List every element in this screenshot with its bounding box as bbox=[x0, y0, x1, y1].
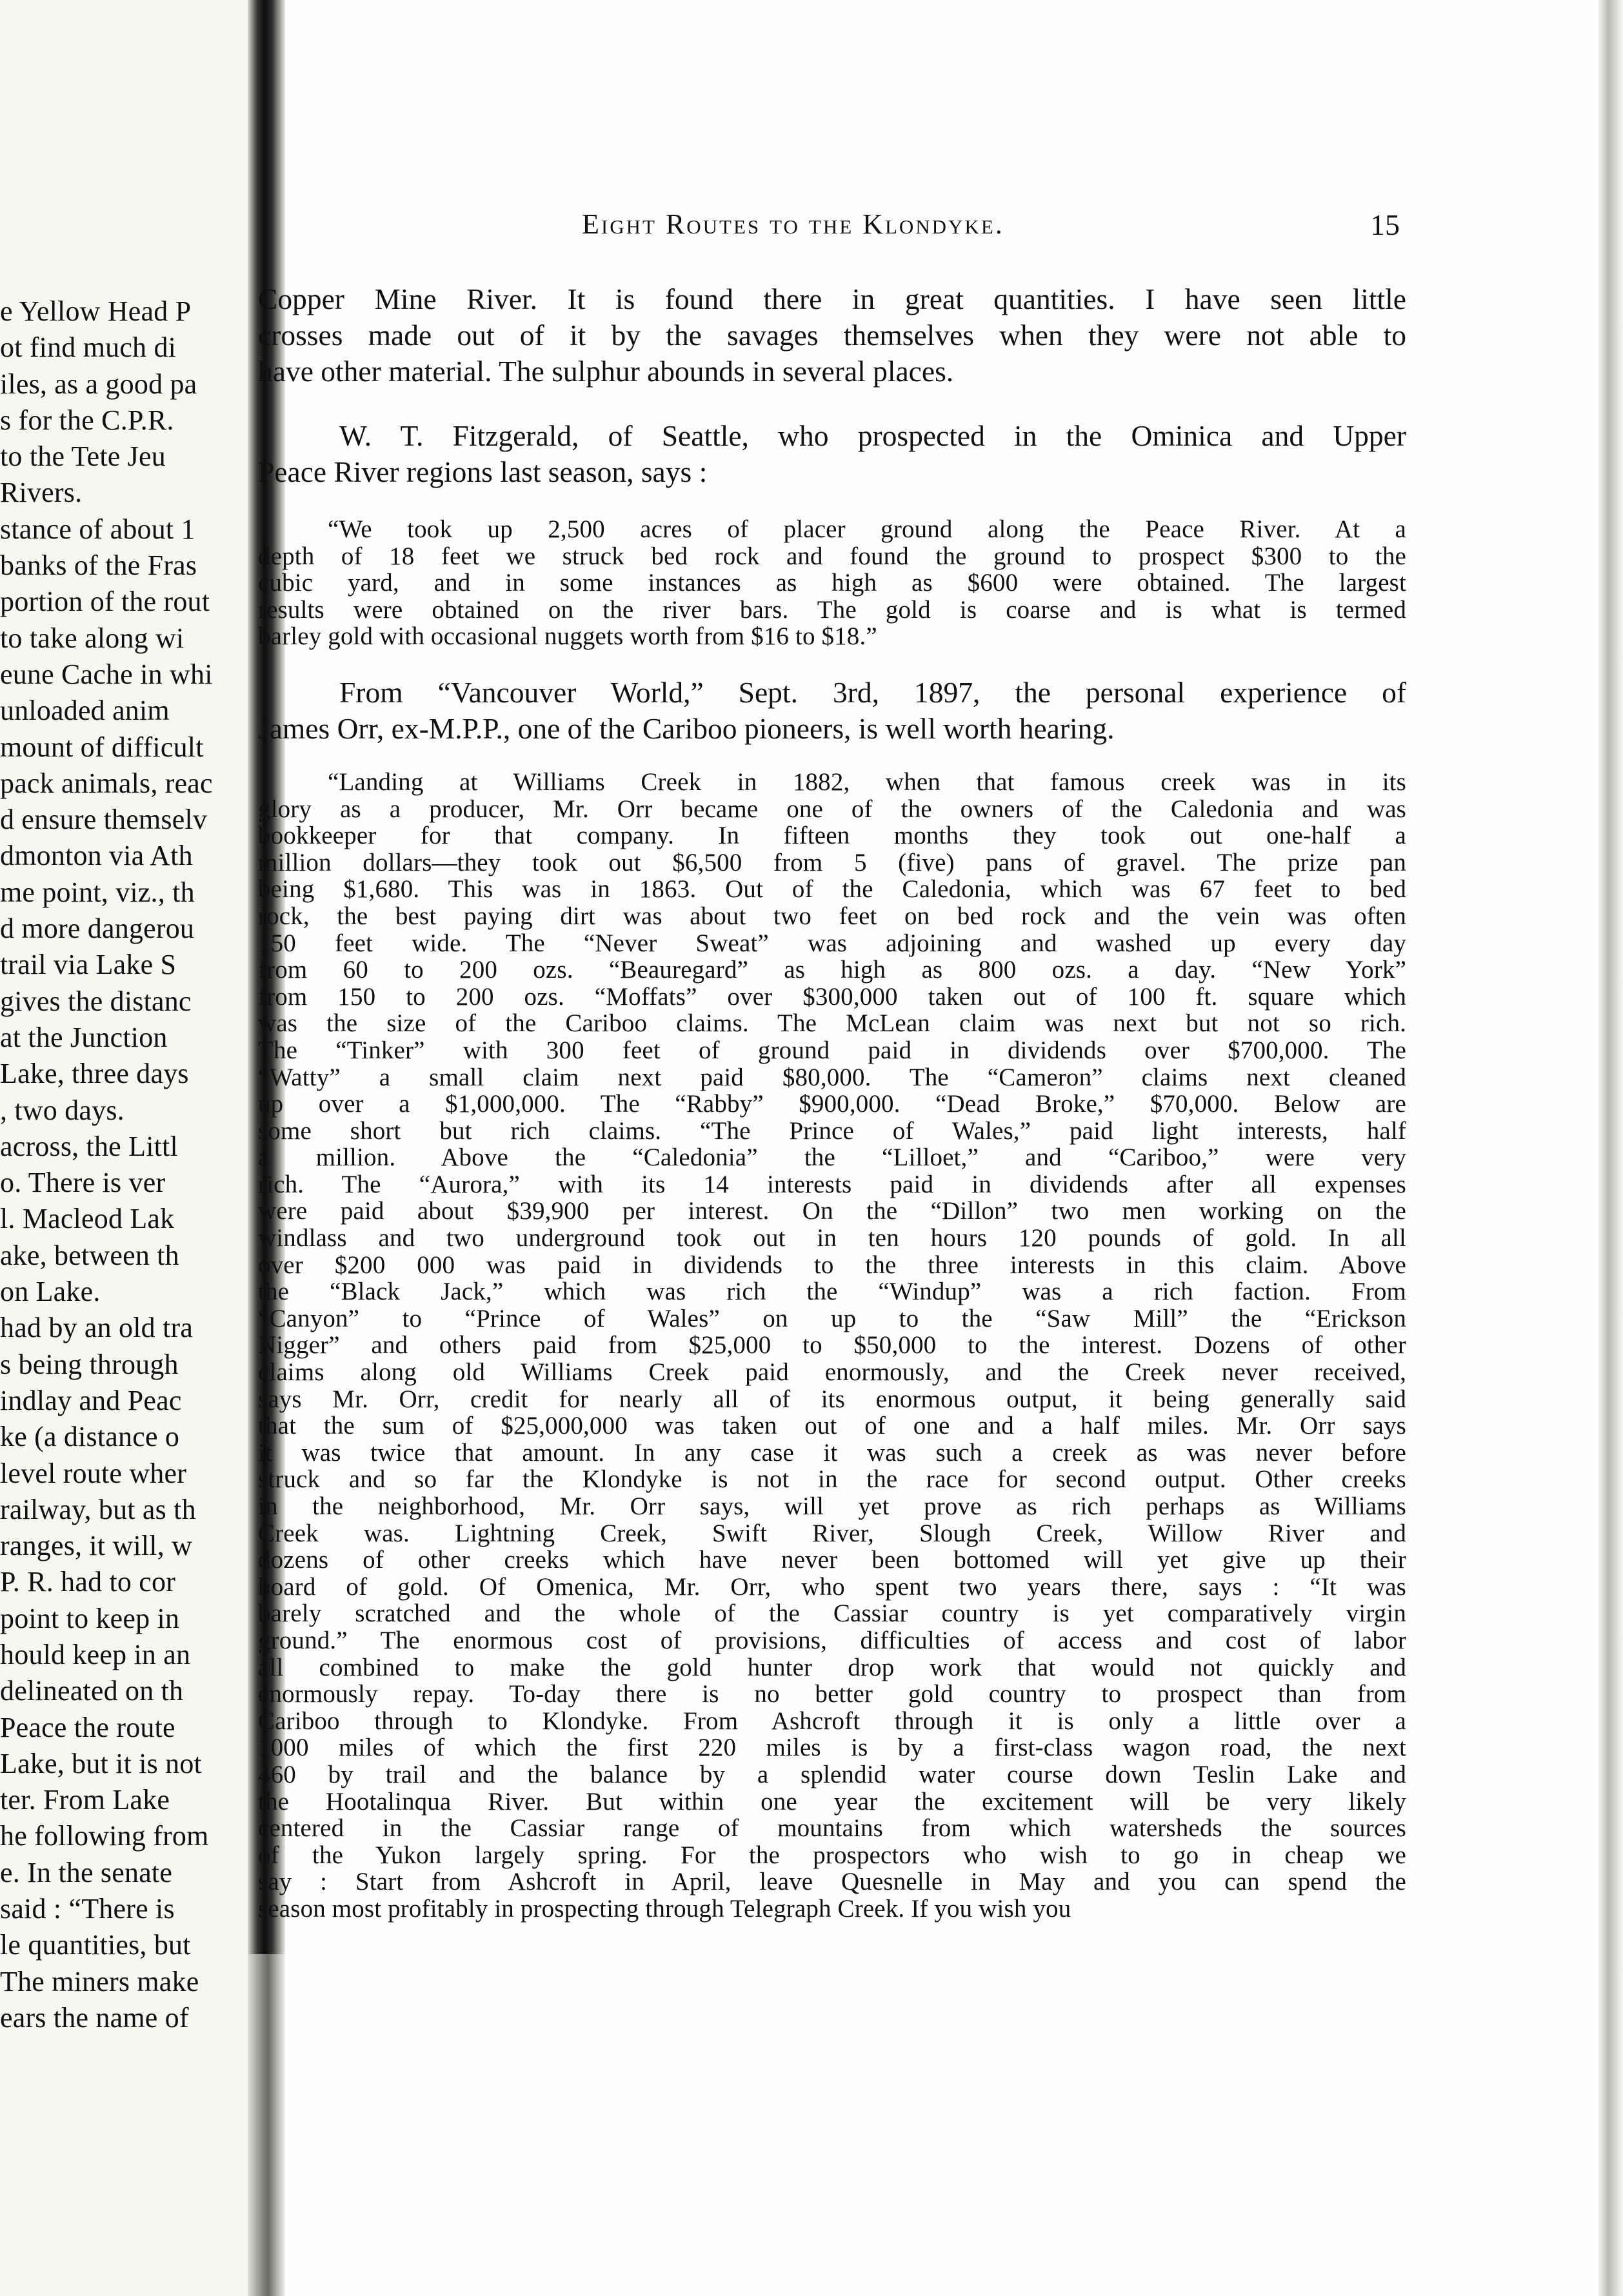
text-line: barley gold with occasional nuggets worth from $16 to $18.” bbox=[258, 622, 877, 651]
text-line: was the size of the Cariboo claims. The McLean claim was next but not so rich. bbox=[258, 1009, 1406, 1038]
book-gutter-lower bbox=[248, 1954, 285, 2296]
facing-page-line: e. In the senate bbox=[0, 1856, 173, 1888]
quote-james-orr bbox=[258, 769, 1406, 1923]
body-text bbox=[258, 281, 1406, 1923]
text-line: from 60 to 200 ozs. “Beauregard” as high as 800 ozs. a day. “New York” bbox=[258, 956, 1406, 984]
paragraph-copper-mine bbox=[258, 281, 1406, 390]
facing-page bbox=[0, 0, 261, 2296]
text-line: Creek was. Lightning Creek, Swift River, Slough Creek, Willow River and bbox=[258, 1519, 1406, 1547]
text-line: it was twice that amount. In any case it was such a creek as was never before bbox=[258, 1438, 1406, 1467]
paragraph-fitzgerald bbox=[258, 418, 1406, 490]
text-line: “Watty” a small claim next paid $80,000. The “Cameron” claims next cleaned bbox=[258, 1063, 1406, 1091]
text-line: centered in the Cassiar range of mountains from which watersheds the sources bbox=[258, 1814, 1406, 1843]
text-line: rich. The “Aurora,” with its 14 interests paid in dividends after all expenses bbox=[258, 1170, 1406, 1198]
facing-page-line: ter. From Lake bbox=[0, 1784, 170, 1816]
text-line: depth of 18 feet we struck bed rock and found the ground to prospect $300 to the bbox=[258, 542, 1406, 570]
facing-page-line: Rivers. bbox=[0, 477, 83, 509]
text-line: some short but rich claims. “The Prince of Wales,” paid light interests, half bbox=[258, 1116, 1406, 1145]
text-line: enormously repay. To-day there is no better gold country to prospect than from bbox=[258, 1680, 1406, 1708]
text-line: barely scratched and the whole of the Cassiar country is yet comparatively virgin bbox=[258, 1599, 1406, 1628]
text-line: have other material. The sulphur abounds in several places. bbox=[258, 355, 954, 388]
text-line: hoard of gold. Of Omenica, Mr. Orr, who spent two years there, says : “It was bbox=[258, 1572, 1406, 1601]
quote-fitzgerald bbox=[258, 516, 1406, 650]
facing-page-line: Peace the route bbox=[0, 1711, 175, 1743]
text-line: says Mr. Orr, credit for nearly all of its enormous output, it being generally said bbox=[258, 1385, 1406, 1413]
facing-page-line: portion of the rout bbox=[0, 586, 210, 618]
text-line: James Orr, ex-M.P.P., one of the Cariboo pioneers, is well worth hearing. bbox=[258, 711, 1115, 745]
facing-page-line: on Lake. bbox=[0, 1276, 101, 1308]
facing-page-text bbox=[0, 293, 261, 2036]
text-line: in the neighborhood, Mr. Orr says, will yet prove as rich perhaps as Williams bbox=[258, 1492, 1406, 1520]
text-line: rock, the best paying dirt was about two feet on bed rock and the vein was often bbox=[258, 902, 1406, 930]
facing-page-line: ears the name of bbox=[0, 2001, 189, 2034]
facing-page-line: pack animals, reac bbox=[0, 767, 213, 799]
text-line: W. T. Fitzgerald, of Seattle, who prospected in the Ominica and Upper bbox=[339, 419, 1406, 452]
facing-page-line: mount of difficult bbox=[0, 731, 204, 763]
text-line: cubic yard, and in some instances as high as $600 were obtained. The largest bbox=[258, 569, 1406, 597]
text-line: dozens of other creeks which have never been bottomed will yet give up their bbox=[258, 1546, 1406, 1574]
text-line: of the Yukon largely spring. For the prospectors who wish to go in cheap we bbox=[258, 1841, 1406, 1869]
text-line: Cariboo through to Klondyke. From Ashcroft through it is only a little over a bbox=[258, 1707, 1406, 1735]
text-line: bookkeeper for that company. In fifteen months they took out one-half a bbox=[258, 822, 1406, 850]
facing-page-line: s for the C.P.R. bbox=[0, 404, 174, 436]
text-line: The “Tinker” with 300 feet of ground paid in dividends over $700,000. The bbox=[258, 1036, 1406, 1064]
facing-page-line: point to keep in bbox=[0, 1602, 180, 1634]
facing-page-line: delineated on th bbox=[0, 1675, 184, 1707]
text-line: Nigger” and others paid from $25,000 to $50,000 to the interest. Dozens of other bbox=[258, 1331, 1406, 1360]
text-line: all combined to make the gold hunter drop work that would not quickly and bbox=[258, 1653, 1406, 1681]
facing-page-line: had by an old tra bbox=[0, 1312, 194, 1344]
text-line: crosses made out of it by the savages themselves when they were not able to bbox=[258, 319, 1406, 351]
main-page bbox=[258, 0, 1601, 2296]
text-line: the “Black Jack,” which was rich the “Windup” was a rich faction. From bbox=[258, 1278, 1406, 1306]
facing-page-line: d more dangerou bbox=[0, 913, 195, 945]
facing-page-line: indlay and Peac bbox=[0, 1384, 182, 1416]
text-line: “Canyon” to “Prince of Wales” on up to the “Saw Mill” the “Erickson bbox=[258, 1304, 1406, 1332]
facing-page-line: le quantities, but bbox=[0, 1929, 191, 1961]
text-line: Peace River regions last season, says : bbox=[258, 455, 708, 488]
facing-page-line: to the Tete Jeu bbox=[0, 440, 166, 473]
text-line: a million. Above the “Caledonia” the “Lilloet,” and “Cariboo,” were very bbox=[258, 1143, 1406, 1172]
facing-page-line: ot find much di bbox=[0, 332, 177, 364]
facing-page-line: s being through bbox=[0, 1348, 179, 1380]
text-line: over $200 000 was paid in dividends to the three interests in this claim. Above bbox=[258, 1251, 1406, 1279]
text-line: Copper Mine River. It is found there in great quantities. I have seen little bbox=[258, 282, 1406, 315]
facing-page-line: P. R. had to cor bbox=[0, 1566, 176, 1598]
text-line: say : Start from Ashcroft in April, leave Quesnelle in May and you can spend the bbox=[258, 1868, 1406, 1896]
text-line: From “Vancouver World,” Sept. 3rd, 1897, the personal experience of bbox=[339, 675, 1406, 709]
text-line: being $1,680. This was in 1863. Out of the Caledonia, which was 67 feet to bed bbox=[258, 875, 1406, 904]
text-line: claims along old Williams Creek paid enormously, and the Creek never received, bbox=[258, 1358, 1406, 1387]
text-line: that the sum of $25,000,000 was taken out of one and a half miles. Mr. Orr says bbox=[258, 1412, 1406, 1440]
paragraph-vancouver-world bbox=[258, 675, 1406, 747]
facing-page-line: unloaded anim bbox=[0, 695, 170, 727]
text-line: million dollars—they took out $6,500 from 5 (five) pans of gravel. The prize pan bbox=[258, 848, 1406, 876]
facing-page-line: l. Macleod Lak bbox=[0, 1203, 175, 1235]
text-line: the Hootalinqua River. But within one year the excitement will be very likely bbox=[258, 1787, 1406, 1816]
text-line: 150 feet wide. The “Never Sweat” was adjoining and washed up every day bbox=[258, 929, 1406, 957]
running-title: Eight Routes to the Klondyke. bbox=[582, 208, 1004, 240]
facing-page-line: at the Junction bbox=[0, 1021, 168, 1053]
text-line: up over a $1,000,000. The “Rabby” $900,000. “Dead Broke,” $70,000. Below are bbox=[258, 1090, 1406, 1118]
text-line: results were obtained on the river bars. The gold is coarse and is what is termed bbox=[258, 595, 1406, 624]
page-number: 15 bbox=[1370, 208, 1400, 241]
facing-page-line: ranges, it will, w bbox=[0, 1530, 193, 1562]
facing-page-line: eune Cache in whi bbox=[0, 658, 213, 690]
facing-page-line: Lake, three days bbox=[0, 1058, 189, 1090]
facing-page-line: Lake, but it is not bbox=[0, 1747, 202, 1779]
facing-page-line: ake, between th bbox=[0, 1239, 179, 1271]
facing-page-line: The miners make bbox=[0, 1965, 199, 1997]
text-line: from 150 to 200 ozs. “Moffats” over $300,000 taken out of 100 ft. square which bbox=[258, 982, 1406, 1011]
facing-page-line: said : “There is bbox=[0, 1893, 175, 1925]
facing-page-line: across, the Littl bbox=[0, 1130, 178, 1162]
facing-page-line: to take along wi bbox=[0, 622, 184, 654]
facing-page-line: o. There is ver bbox=[0, 1167, 166, 1199]
facing-page-line: me point, viz., th bbox=[0, 876, 195, 908]
facing-page-line: iles, as a good pa bbox=[0, 368, 197, 400]
facing-page-line: level route wher bbox=[0, 1457, 187, 1489]
text-line: 1000 miles of which the first 220 miles is by a first-class wagon road, the next bbox=[258, 1734, 1406, 1762]
text-line: ground.” The enormous cost of provisions, difficulties of access and cost of labor bbox=[258, 1626, 1406, 1654]
text-line: 460 by trail and the balance by a splendid water course down Teslin Lake and bbox=[258, 1760, 1406, 1788]
facing-page-line: banks of the Fras bbox=[0, 549, 197, 582]
facing-page-line: dmonton via Ath bbox=[0, 840, 193, 872]
facing-page-line: trail via Lake S bbox=[0, 949, 177, 981]
facing-page-line: stance of about 1 bbox=[0, 513, 195, 545]
facing-page-line: e Yellow Head P bbox=[0, 295, 192, 327]
text-line: season most profitably in prospecting through Telegraph Creek. If you wish you bbox=[258, 1894, 1071, 1923]
text-line: “Landing at Williams Creek in 1882, when that famous creek was in its bbox=[328, 767, 1406, 796]
facing-page-line: ke (a distance o bbox=[0, 1421, 180, 1453]
text-line: were paid about $39,900 per interest. On the “Dillon” two men working on the bbox=[258, 1197, 1406, 1225]
text-line: windlass and two underground took out in ten hours 120 pounds of gold. In all bbox=[258, 1224, 1406, 1252]
facing-page-line: gives the distanc bbox=[0, 985, 192, 1017]
facing-page-line: , two days. bbox=[0, 1094, 124, 1126]
text-line: struck and so far the Klondyke is not in the race for second output. Other creeks bbox=[258, 1465, 1406, 1494]
text-line: glory as a producer, Mr. Orr became one of the owners of the Caledonia and was bbox=[258, 795, 1406, 823]
text-line: “We took up 2,500 acres of placer ground along the Peace River. At a bbox=[328, 515, 1406, 543]
facing-page-line: he following from bbox=[0, 1820, 209, 1852]
running-head bbox=[285, 208, 1601, 246]
page-edge bbox=[1598, 0, 1623, 2296]
facing-page-line: d ensure themselv bbox=[0, 804, 208, 836]
facing-page-line: hould keep in an bbox=[0, 1638, 191, 1670]
facing-page-line: railway, but as th bbox=[0, 1493, 196, 1525]
